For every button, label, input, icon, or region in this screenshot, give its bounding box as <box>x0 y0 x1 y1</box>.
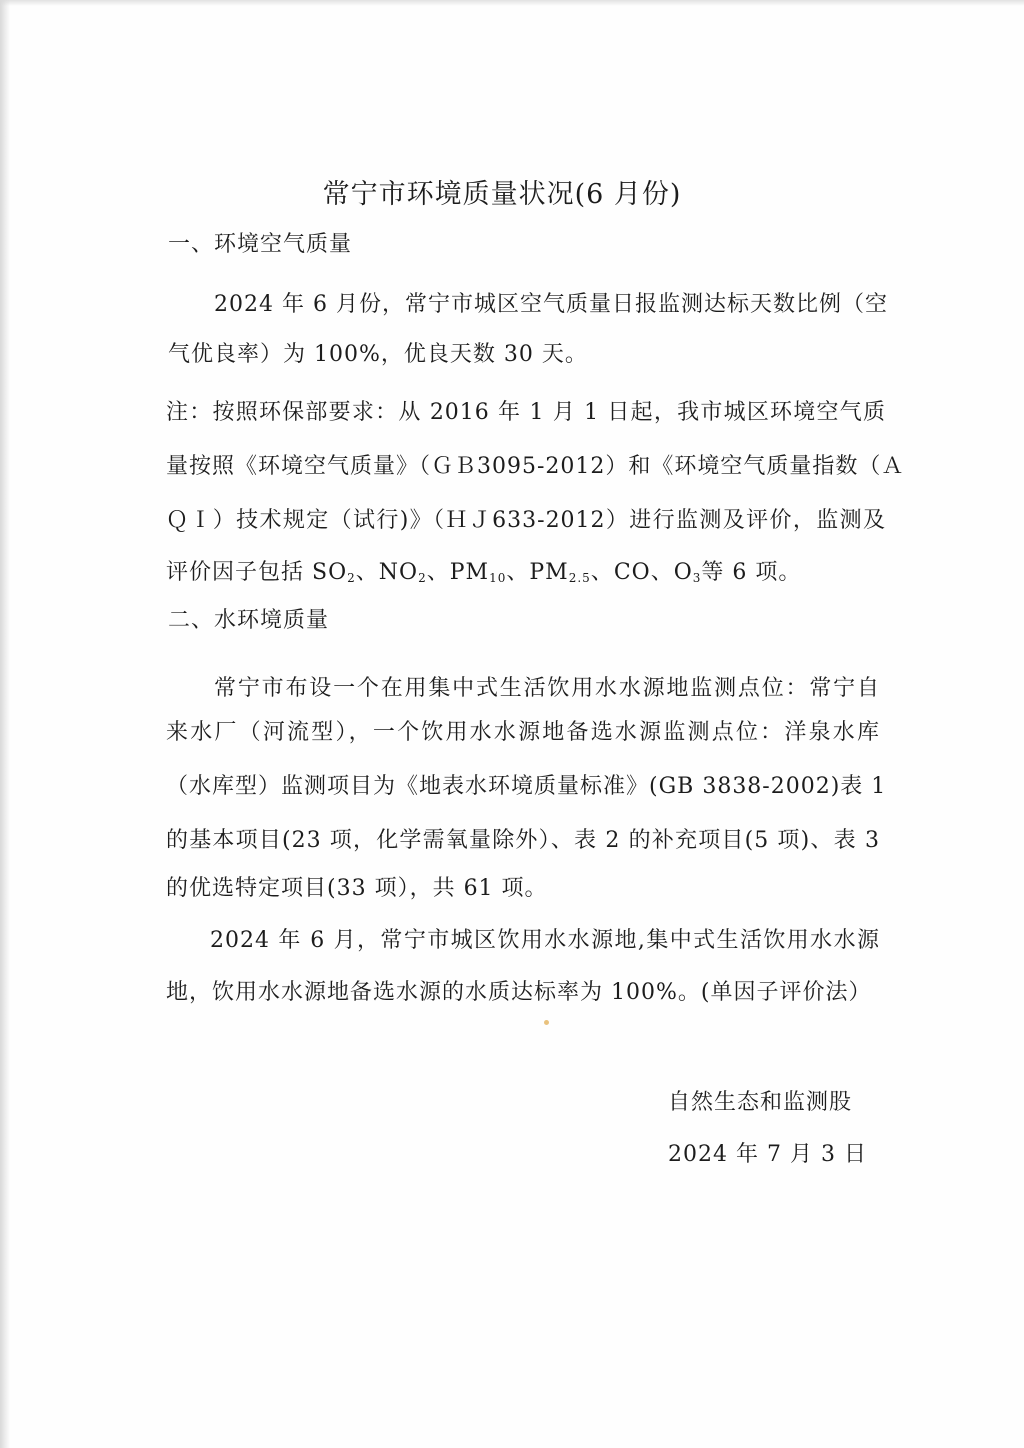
factors-suffix: 等 6 项。 <box>701 560 802 585</box>
document-title: 常宁市环境质量状况(6 月份) <box>322 179 682 210</box>
air-factors-line <box>166 558 801 588</box>
factor-separator: 、 <box>355 560 379 585</box>
water-result-line: 2024 年 6 月，常宁市城区饮用水水源地,集中式生活饮用水水源 <box>210 928 880 953</box>
factor-co: CO <box>613 560 651 585</box>
factor-pm10: $PM_{10}$ <box>449 560 507 585</box>
factor-separator: 、 <box>590 560 614 585</box>
factor-so2: $SO_2$ <box>312 560 356 585</box>
scan-speck <box>544 1020 549 1025</box>
section-heading-air: 一、环境空气质量 <box>168 232 353 257</box>
air-paragraph-line: 2024 年 6 月份，常宁市城区空气质量日报监测达标天数比例（空 <box>214 292 888 317</box>
water-paragraph-line: 来水厂（河流型），一个饮用水水源地备选水源监测点位：洋泉水库 <box>166 720 880 745</box>
factor-separator: 、 <box>650 560 674 585</box>
water-paragraph-line: 常宁市布设一个在用集中式生活饮用水水源地监测点位：常宁自 <box>214 676 880 701</box>
air-note-line: 量按照《环境空气质量》（ＧＢ3095-2012）和《环境空气质量指数（Ａ <box>166 454 905 479</box>
water-paragraph-line: 的基本项目(23 项，化学需氧量除外）、表 2 的补充项目(5 项)、表 3 <box>166 828 880 853</box>
signature-department: 自然生态和监测股 <box>668 1090 853 1115</box>
factor-no2: $NO_2$ <box>378 560 427 585</box>
factor-pm25: $PM_{2.5}$ <box>529 560 591 585</box>
air-paragraph-line: 气优良率）为 100%，优良天数 30 天。 <box>168 342 588 367</box>
factor-o3: $O_3$ <box>673 560 702 585</box>
section-heading-water: 二、水环境质量 <box>168 608 330 633</box>
water-paragraph-line: （水库型）监测项目为《地表水环境质量标准》(GB 3838-2002)表 1 <box>166 774 887 799</box>
factor-separator: 、 <box>426 560 450 585</box>
signature-date: 2024 年 7 月 3 日 <box>668 1142 867 1167</box>
air-note-line: ＱＩ）技术规定（试行)》（ＨＪ633-2012）进行监测及评价，监测及 <box>166 508 886 533</box>
scan-edge-left <box>0 0 10 1448</box>
scan-edge-top <box>0 0 1024 6</box>
air-note-line: 注：按照环保部要求：从 2016 年 1 月 1 日起，我市城区环境空气质 <box>166 400 886 425</box>
water-paragraph-line: 的优选特定项目(33 项），共 61 项。 <box>166 876 548 901</box>
water-result-line: 地，饮用水水源地备选水源的水质达标率为 100%。(单因子评价法） <box>166 980 872 1005</box>
factors-prefix: 评价因子包括 <box>166 560 312 585</box>
factor-separator: 、 <box>506 560 530 585</box>
